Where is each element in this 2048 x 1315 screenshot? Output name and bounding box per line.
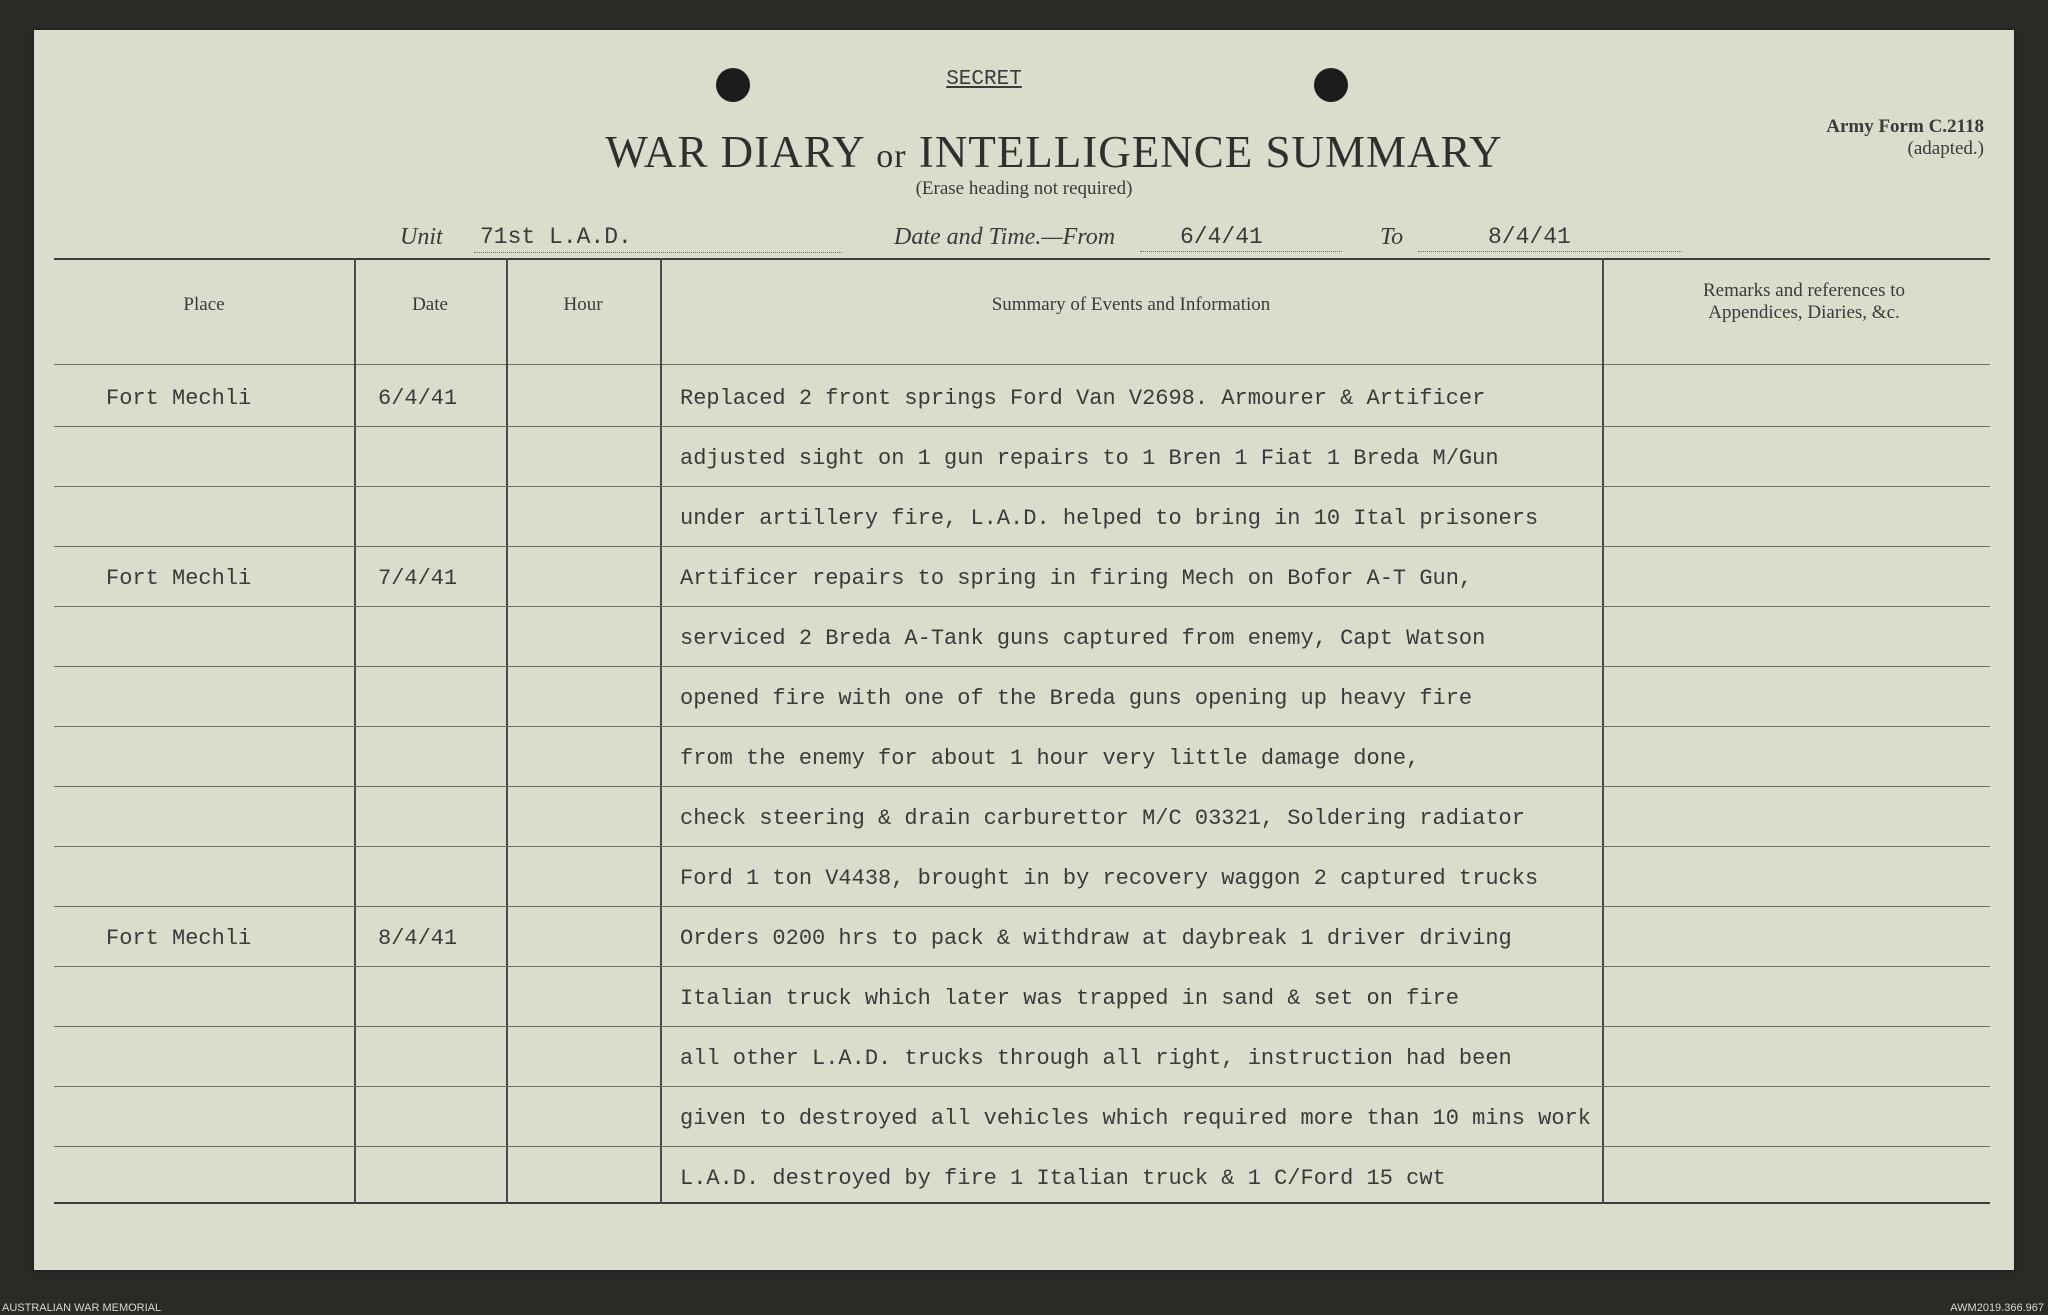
summary-cell: serviced 2 Breda A-Tank guns captured from enemy, Capt Watson: [680, 626, 1486, 651]
column-divider: [660, 258, 662, 1204]
footer-left: AUSTRALIAN WAR MEMORIAL: [2, 1302, 162, 1314]
column-divider: [506, 258, 508, 1204]
column-header-hour: Hour: [563, 294, 603, 315]
summary-cell: given to destroyed all vehicles which required more than 10 mins work: [680, 1106, 1591, 1131]
column-divider: [354, 258, 356, 1204]
summary-cell: from the enemy for about 1 hour very little damage done,: [680, 746, 1420, 771]
header-divider: [54, 364, 1990, 365]
date-to-label: To: [1380, 224, 1404, 250]
date-from-value: 6/4/41: [1140, 224, 1342, 252]
place-cell: Fort Mechli: [106, 566, 252, 591]
row-rule: [54, 606, 1990, 607]
summary-cell: opened fire with one of the Breda guns opening up heavy fire: [680, 686, 1473, 711]
summary-cell: Replaced 2 front springs Ford Van V2698. Armourer & Artificer: [680, 386, 1486, 411]
title-part1: WAR DIARY: [605, 127, 865, 177]
summary-cell: adjusted sight on 1 gun repairs to 1 Bren 1 Fiat 1 Breda M/Gun: [680, 446, 1499, 471]
summary-cell: Ford 1 ton V4438, brought in by recovery waggon 2 captured trucks: [680, 866, 1539, 891]
row-rule: [54, 1146, 1990, 1147]
date-from-label: Date and Time.—From: [894, 224, 1116, 250]
summary-cell: Orders 0200 hrs to pack & withdraw at daybreak 1 driver driving: [680, 926, 1512, 951]
row-rule: [54, 726, 1990, 727]
form-reference: [1734, 116, 1984, 160]
summary-cell: check steering & drain carburettor M/C 03321, Soldering radiator: [680, 806, 1525, 831]
row-rule: [54, 1026, 1990, 1027]
unit-value: 71st L.A.D.: [474, 224, 842, 253]
row-rule: [54, 786, 1990, 787]
column-header-summary: Summary of Events and Information: [991, 294, 1271, 315]
date-to-value: 8/4/41: [1418, 224, 1682, 252]
table-bottom-border: [54, 1202, 1990, 1204]
place-cell: Fort Mechli: [106, 926, 252, 951]
date-cell: 7/4/41: [378, 566, 458, 591]
place-cell: Fort Mechli: [106, 386, 252, 411]
form-name: Army Form C.2118: [1826, 116, 1984, 137]
punch-hole-left: [716, 68, 750, 102]
footer-right: AWM2019.366.967: [1950, 1302, 2044, 1314]
row-rule: [54, 1086, 1990, 1087]
column-divider: [1602, 258, 1604, 1204]
row-rule: [54, 846, 1990, 847]
summary-cell: Artificer repairs to spring in firing Mech on Bofor A-T Gun,: [680, 566, 1473, 591]
row-rule: [54, 426, 1990, 427]
summary-cell: L.A.D. destroyed by fire 1 Italian truck & 1 C/Ford 15 cwt: [680, 1166, 1446, 1191]
row-rule: [54, 546, 1990, 547]
column-header-remarks: Remarks and references to Appendices, Diaries, &c.: [1702, 280, 1906, 323]
row-rule: [54, 486, 1990, 487]
row-rule: [54, 666, 1990, 667]
column-header-place: Place: [183, 294, 225, 315]
punch-hole-right: [1314, 68, 1348, 102]
classification-label: SECRET: [946, 68, 1022, 91]
diary-page: [34, 30, 2014, 1270]
form-note: (adapted.): [1907, 138, 1984, 159]
row-rule: [54, 966, 1990, 967]
table-top-border: [54, 258, 1990, 260]
date-cell: 6/4/41: [378, 386, 458, 411]
page-title: [474, 126, 1634, 178]
summary-cell: under artillery fire, L.A.D. helped to bring in 10 Ital prisoners: [680, 506, 1539, 531]
date-cell: 8/4/41: [378, 926, 458, 951]
unit-line: [34, 222, 2014, 262]
diary-table: [54, 258, 1990, 1204]
subtitle: (Erase heading not required): [915, 178, 1133, 199]
title-part2: INTELLIGENCE SUMMARY: [918, 127, 1503, 177]
unit-label: Unit: [400, 224, 443, 250]
summary-cell: Italian truck which later was trapped in sand & set on fire: [680, 986, 1459, 1011]
summary-cell: all other L.A.D. trucks through all right, instruction had been: [680, 1046, 1512, 1071]
row-rule: [54, 906, 1990, 907]
column-header-date: Date: [412, 294, 448, 315]
title-or: or: [876, 138, 907, 175]
